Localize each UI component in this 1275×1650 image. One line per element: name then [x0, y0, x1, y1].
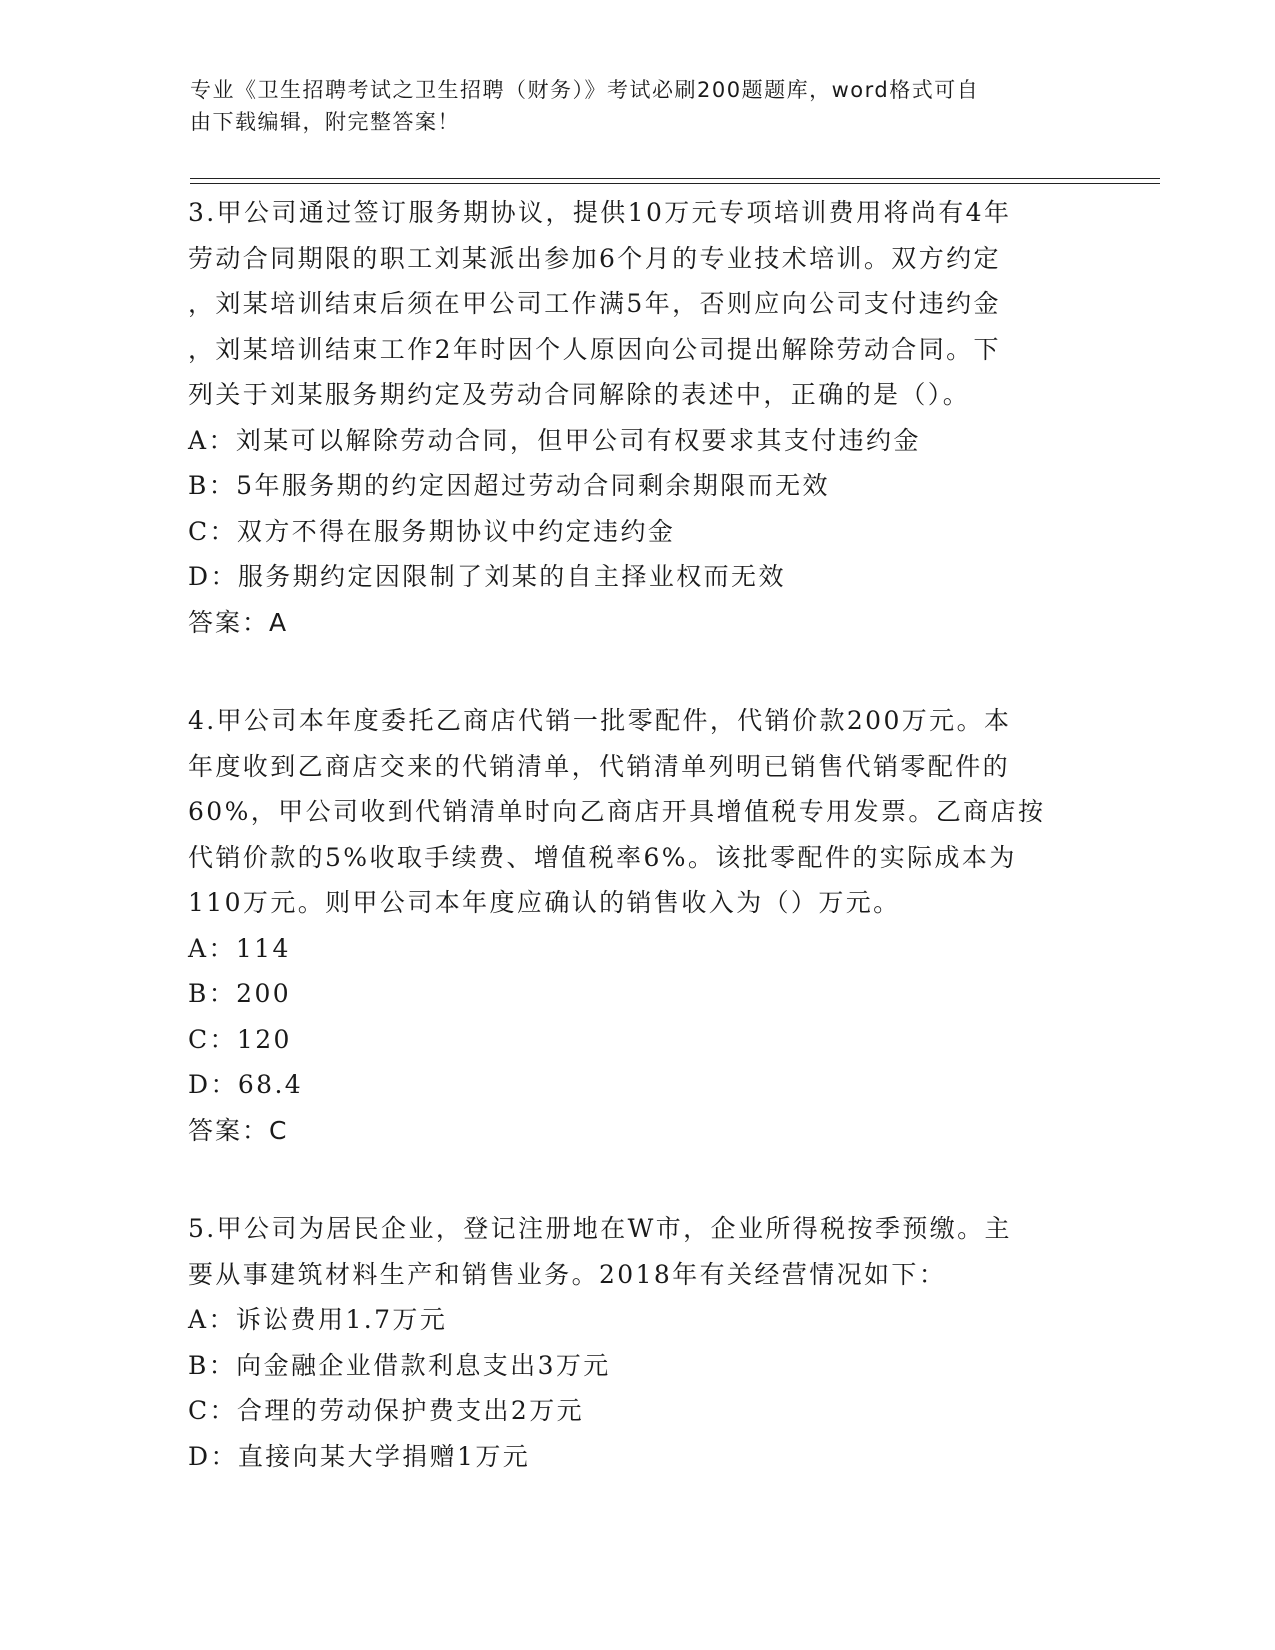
question-4 [188, 698, 1088, 1153]
question-3-text [188, 190, 1088, 418]
question-text-line: ，刘某培训结束工作2年时因个人原因向公司提出解除劳动合同。下 [188, 334, 1001, 364]
question-5 [188, 1206, 1088, 1479]
question-3 [188, 190, 1088, 645]
question-text-line: 要从事建筑材料生产和销售业务。2018年有关经营情况如下： [188, 1259, 947, 1289]
question-text-line: 列关于刘某服务期约定及劳动合同解除的表述中，正确的是（）。 [188, 380, 971, 409]
question-text-line: 劳动合同期限的职工刘某派出参加6个月的专业技术培训。双方约定 [188, 243, 1001, 273]
question-text-line: ，刘某培训结束后须在甲公司工作满5年，否则应向公司支付违约金 [188, 289, 1001, 318]
option-b: B：向金融企业借款利息支出3万元 [188, 1350, 611, 1380]
question-text-line: 3.甲公司通过签订服务期协议，提供10万元专项培训费用将尚有4年 [188, 198, 1012, 227]
question-text-line: 4.甲公司本年度委托乙商店代销一批零配件，代销价款200万元。本 [188, 706, 1012, 735]
answer-label: 答案：A [188, 607, 289, 637]
question-5-text [188, 1206, 1088, 1297]
question-text-line: 年度收到乙商店交来的代销清单，代销清单列明已销售代销零配件的 [188, 751, 1011, 781]
question-4-text [188, 698, 1088, 926]
header-divider-bottom [190, 183, 1160, 184]
header-divider-top [190, 178, 1160, 179]
header-line-2: 由下载编辑，附完整答案！ [190, 110, 460, 134]
option-d: D：68.4 [188, 1070, 304, 1099]
option-a: A：刘某可以解除劳动合同，但甲公司有权要求其支付违约金 [188, 425, 921, 455]
option-c: C：120 [188, 1024, 292, 1054]
question-text-line: 110万元。则甲公司本年度应确认的销售收入为（）万元。 [188, 888, 901, 917]
option-b: B：200 [188, 979, 292, 1008]
document-header [190, 74, 1070, 138]
option-b: B：5年服务期的约定因超过劳动合同剩余期限而无效 [188, 471, 830, 500]
question-text-line: 60%，甲公司收到代销清单时向乙商店开具增值税专用发票。乙商店按 [188, 797, 1046, 826]
option-c: C：合理的劳动保护费支出2万元 [188, 1396, 585, 1425]
question-text-line: 5.甲公司为居民企业，登记注册地在W市，企业所得税按季预缴。主 [188, 1214, 1012, 1243]
option-a: A：诉讼费用1.7万元 [188, 1305, 448, 1334]
option-c: C：双方不得在服务期协议中约定违约金 [188, 516, 676, 546]
question-list [188, 190, 1088, 1532]
option-d: D：直接向某大学捐赠1万元 [188, 1441, 531, 1471]
option-d: D：服务期约定因限制了刘某的自主择业权而无效 [188, 562, 786, 591]
question-text-line: 代销价款的5%收取手续费、增值税率6%。该批零配件的实际成本为 [188, 842, 1017, 872]
option-a: A：114 [188, 933, 291, 963]
answer-label: 答案：C [188, 1115, 289, 1145]
header-line-1: 专业《卫生招聘考试之卫生招聘（财务）》考试必刷200题题库，word格式可自 [190, 78, 980, 102]
